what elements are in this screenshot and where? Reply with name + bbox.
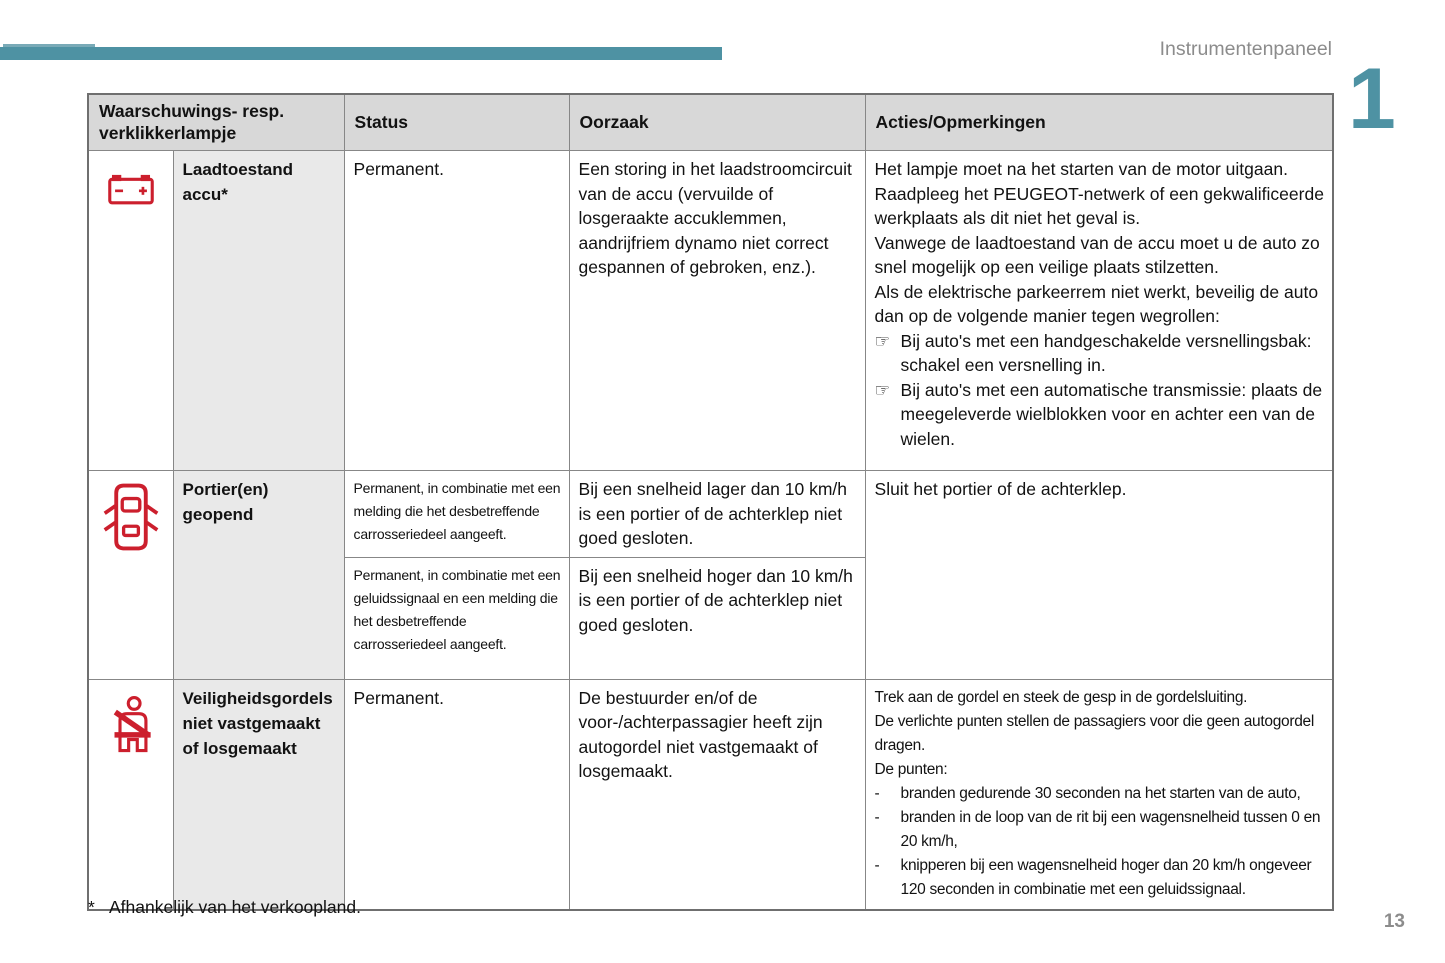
column-header-warning-lamp: Waarschuwings- resp. verklikkerlampje [88, 94, 344, 151]
footnote-marker: * [88, 897, 95, 917]
battery-icon-cell [88, 151, 173, 471]
door-open-warning-icon [101, 481, 161, 553]
seatbelts-actions-paragraph: Trek aan de gordel en steek de gesp in de gordelsluiting. [874, 688, 1248, 706]
chapter-number: 1 [1348, 51, 1396, 147]
footnote [88, 897, 361, 918]
bullet-text: Bij auto's met een handgeschakelde versnellingsbak: schakel een versnelling in. [900, 330, 1312, 375]
dash-bullet: - [874, 808, 880, 826]
column-header-cause: Oorzaak [569, 94, 865, 151]
bullet-text: knipperen bij een wagensnelheid hoger dan 20 km/h ongeveer 120 seconden in combinatie met een geluidssignaal. [900, 856, 1312, 898]
pointing-hand-icon: ☞ [874, 330, 891, 351]
bullet-text: branden gedurende 30 seconden na het starten van de auto, [900, 784, 1301, 802]
column-header-status: Status [344, 94, 569, 151]
bullet-text: Bij auto's met een automatische transmissie: plaats de meegeleverde wielblokken voor en achter een van de wielen. [900, 379, 1323, 449]
seatbelts-actions-bullet [875, 854, 1325, 902]
battery-actions-paragraph: Vanwege de laadtoestand van de accu moet u de auto zo snel mogelijk op een veilige plaats stilzetten. [874, 232, 1320, 277]
page-number: 13 [1383, 911, 1405, 932]
pointing-hand-icon: ☞ [874, 379, 891, 400]
seatbelts-actions-paragraph: De punten: [874, 760, 948, 778]
battery-cause-cell: Een storing in het laadstroomcircuit van de accu (vervuilde of losgeraakte accuklemmen, aandrijfriem dynamo niet correct gespannen of gebroken, enz.). [569, 151, 865, 471]
dash-bullet: - [874, 856, 880, 874]
top-teal-bar [0, 47, 722, 60]
seatbelt-warning-icon [109, 692, 153, 762]
doors-icon-cell [88, 471, 173, 680]
doors-cause-cell-1: Bij een snelheid lager dan 10 km/h is een portier of de achterklep niet goed gesloten. [569, 471, 865, 558]
battery-row [88, 151, 1333, 471]
battery-status-cell: Permanent. [344, 151, 569, 471]
bullet-text: branden in de loop van de rit bij een wagensnelheid tussen 0 en 20 km/h, [900, 808, 1321, 850]
battery-charge-warning-icon [108, 174, 154, 205]
battery-actions-paragraph: Raadpleeg het PEUGEOT-netwerk of een gekwalificeerde werkplaats als dit niet het geval is. [874, 183, 1324, 228]
table-header-row [88, 94, 1333, 151]
doors-status-cell-1: Permanent, in combinatie met een melding die het desbetreffende carrosseriedeel aangeeft. [344, 471, 569, 558]
seatbelts-actions-bullet [875, 782, 1325, 806]
doors-label: Portier(en) geopend [173, 471, 344, 680]
warning-lights-table [87, 93, 1334, 911]
battery-label: Laadtoestand accu* [173, 151, 344, 471]
battery-actions-paragraph: Het lampje moet na het starten van de motor uitgaan. [874, 159, 1288, 179]
doors-cause-cell-2: Bij een snelheid hoger dan 10 km/h is een portier of de achterklep niet goed gesloten. [569, 557, 865, 679]
doors-actions-cell: Sluit het portier of de achterklep. [865, 471, 1333, 680]
battery-actions-cell [865, 151, 1333, 471]
battery-actions-bullet [875, 329, 1325, 378]
seatbelts-row [88, 679, 1333, 910]
column-header-actions: Acties/Opmerkingen [865, 94, 1333, 151]
dash-bullet: - [874, 784, 880, 802]
doors-status-cell-2: Permanent, in combinatie met een geluidssignaal en een melding die het desbetreffende carrosseriedeel aangeeft. [344, 557, 569, 679]
footnote-text: Afhankelijk van het verkoopland. [109, 897, 361, 917]
seatbelts-actions-cell [865, 679, 1333, 910]
seatbelts-actions-paragraph: De verlichte punten stellen de passagiers voor die geen autogordel dragen. [874, 712, 1314, 754]
seatbelts-icon-cell [88, 679, 173, 910]
battery-actions-bullet [875, 378, 1325, 452]
page-title: Instrumentenpaneel [1159, 38, 1332, 60]
seatbelts-cause-cell: De bestuurder en/of de voor-/achterpassagier heeft zijn autogordel niet vastgemaakt of losgemaakt. [569, 679, 865, 910]
seatbelts-label: Veiligheidsgordels niet vastgemaakt of losgemaakt [173, 679, 344, 910]
seatbelts-actions-bullet [875, 806, 1325, 854]
doors-row [88, 471, 1333, 558]
seatbelts-status-cell: Permanent. [344, 679, 569, 910]
battery-actions-paragraph: Als de elektrische parkeerrem niet werkt, beveilig de auto dan op de volgende manier tegen wegrollen: [874, 281, 1319, 326]
